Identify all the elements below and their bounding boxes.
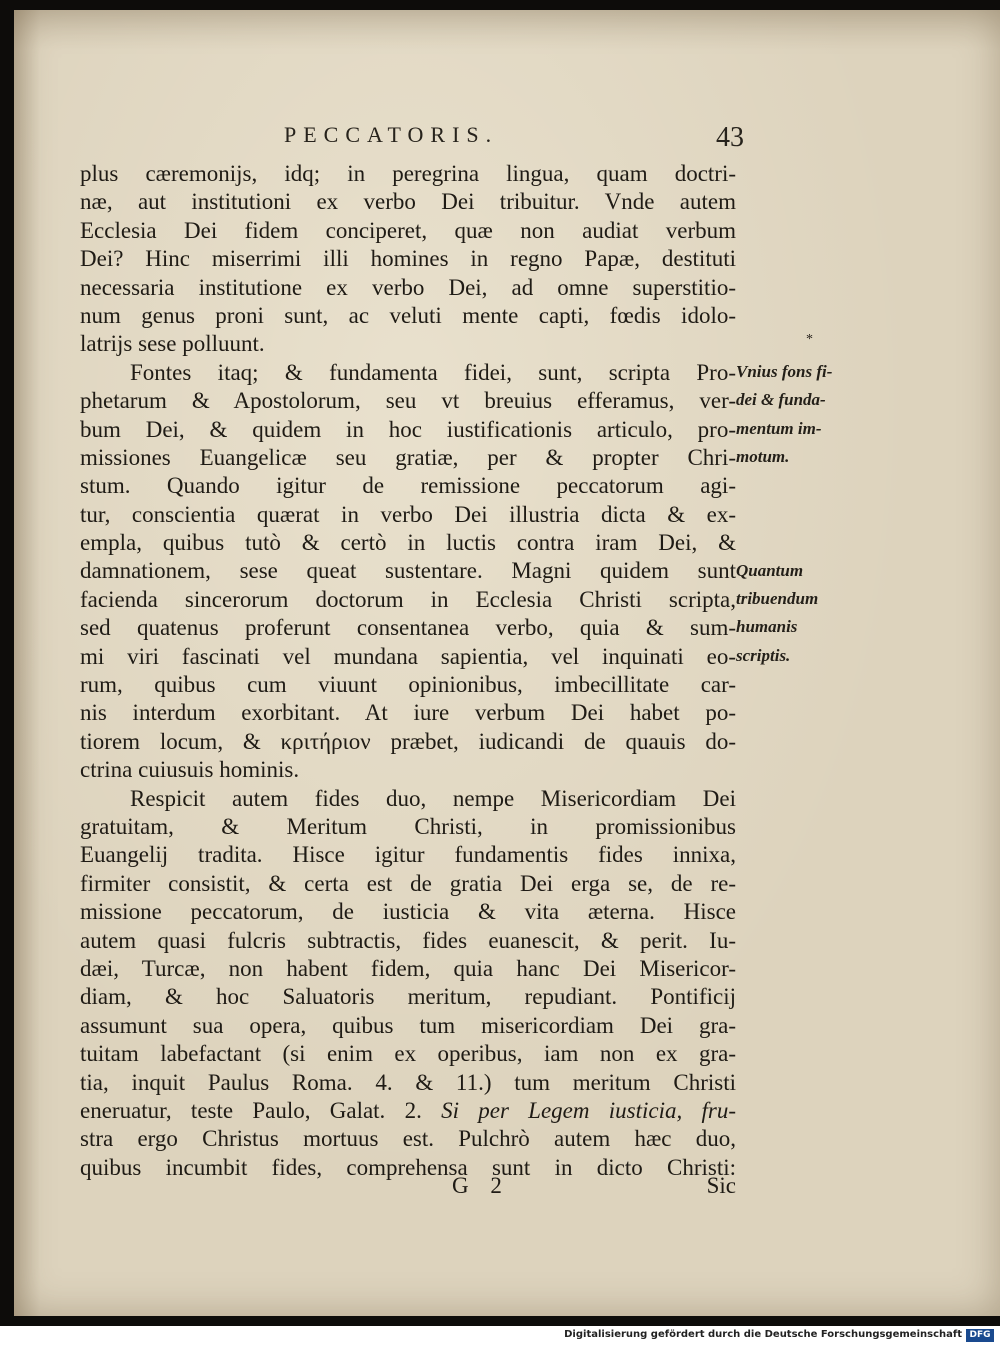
text-line: tuitam labefactant (si enim ex operibus, iam non ex gra- — [80, 1041, 736, 1067]
text-line: sed quatenus proferunt consentanea verbo, quia & sum- — [80, 615, 736, 641]
text-line: necessaria institutione ex verbo Dei, ad omne superstitio- — [80, 274, 736, 300]
text-line: rum, quibus cum viuunt opinionibus, imbecillitate car- — [80, 672, 736, 698]
text-line: næ, aut institutioni ex verbo Dei tribuitur. Vnde autem — [80, 189, 736, 215]
margin-note-line: scriptis. — [736, 645, 791, 665]
text-line: num genus proni sunt, ac veluti mente capti, fœdis idolo- — [80, 302, 736, 328]
text-line: ctrina cuiusuis hominis. — [80, 757, 300, 783]
margin-note-line: tribuendum — [736, 588, 819, 608]
text-line: dæi, Turcæ, non habent fidem, quia hanc Dei Misericor- — [80, 955, 736, 981]
margin-note-line: Vnius fons fi- — [736, 362, 833, 381]
page-header — [284, 122, 744, 154]
page-footer — [80, 1173, 736, 1203]
margin-mark: * — [806, 332, 813, 347]
text-line: diam, & hoc Saluatoris meritum, repudiant. Pontificij — [80, 984, 736, 1010]
text-line: firmiter consistit, & certa est de gratia Dei erga se, de re- — [80, 870, 736, 896]
text-line: gratuitam, & Meritum Christi, in promissionibus — [80, 813, 736, 839]
paragraph-start-line: Fontes itaq; & fundamenta fidei, sunt, scripta Pro- — [130, 359, 736, 385]
text-line: tiorem locum, & κριτήριον præbet, iudicandi de quauis do- — [80, 728, 736, 754]
running-head: PECCATORIS. — [284, 122, 499, 147]
text-line: Dei? Hinc miserrimi illi homines in regno Papæ, destituti — [80, 246, 736, 272]
text-line: empla, quibus tutò & certò in luctis contra iram Dei, & — [80, 530, 736, 556]
margin-note-line: dei & funda- — [736, 390, 826, 410]
text-line: missione peccatorum, de iusticia & vita æterna. Hisce — [80, 899, 736, 925]
text-line: autem quasi fulcris subtractis, fides euanescit, & perit. Iu- — [80, 927, 736, 953]
text-line: quibus incumbit fides, comprehensa sunt in dicto Christi: — [80, 1154, 736, 1180]
margin-notes — [736, 358, 856, 670]
text-line: tur, conscientia quærat in verbo Dei illustria dicta & ex- — [80, 501, 736, 527]
text-line-with-italic — [80, 1097, 736, 1125]
margin-note-line: mentum im- — [736, 418, 822, 438]
text-line: plus cæremonijs, idq; in peregrina lingua, quam doctri- — [80, 161, 736, 186]
text-line: Ecclesia Dei fidem conciperet, quæ non audiat verbum — [80, 217, 736, 243]
text-line: bum Dei, & quidem in hoc iustificationis articulo, pro- — [80, 416, 736, 442]
text-segment: stra ergo Christus mortuus est. Pulchrò autem hæc duo, — [80, 1126, 736, 1152]
body-text — [80, 160, 736, 1182]
text-segment: eneruatur, teste Paulo, Galat. 2. — [80, 1097, 442, 1123]
text-line: damnationem, sese queat sustentare. Magni quidem sunt — [80, 558, 736, 584]
margin-note-line: motum. — [736, 447, 790, 467]
page-number: 43 — [716, 122, 744, 153]
margin-note-line: humanis — [736, 617, 798, 637]
text-line-with-italic — [80, 1125, 736, 1153]
text-line: phetarum & Apostolorum, seu vt breuius efferamus, ver- — [80, 388, 736, 414]
catchword: Sic — [706, 1173, 736, 1198]
funding-credit: Digitalisierung gefördert durch die Deutsche Forschungsgemeinschaft — [564, 1329, 962, 1340]
text-line: tia, inquit Paulus Roma. 4. & 11.) tum meritum Christi — [80, 1069, 736, 1095]
book-page — [14, 10, 1000, 1316]
dfg-logo: DFG — [966, 1329, 994, 1342]
text-line: mi viri fascinati vel mundana sapientia, vel inquinati eo- — [80, 643, 736, 669]
text-line: facienda sincerorum doctorum in Ecclesia Christi scripta, — [80, 586, 736, 612]
italic-quotation: Si per Legem iusticia, fru- — [441, 1097, 736, 1123]
margin-note-quantum-tribuendum — [736, 557, 856, 671]
text-line: latrijs sese polluunt. — [80, 331, 265, 357]
signature-mark: G 2 — [452, 1173, 510, 1198]
text-line: stum. Quando igitur de remissione peccatorum agi- — [80, 473, 736, 499]
credit-bar — [0, 1326, 1000, 1346]
text-line: missiones Euangelicæ seu gratiæ, per & propter Chri- — [80, 444, 736, 470]
margin-spacer — [736, 472, 856, 557]
margin-note-line: Quantum — [736, 560, 804, 580]
text-line: assumunt sua opera, quibus tum misericordiam Dei gra- — [80, 1012, 736, 1038]
text-line: Euangelij tradita. Hisce igitur fundamentis fides innixa, — [80, 842, 736, 868]
text-line: nis interdum exorbitant. At iure verbum Dei habet po- — [80, 700, 736, 726]
paragraph-start-line: Respicit autem fides duo, nempe Misericordiam Dei — [130, 785, 736, 811]
margin-note-fons-fidei — [736, 358, 856, 472]
